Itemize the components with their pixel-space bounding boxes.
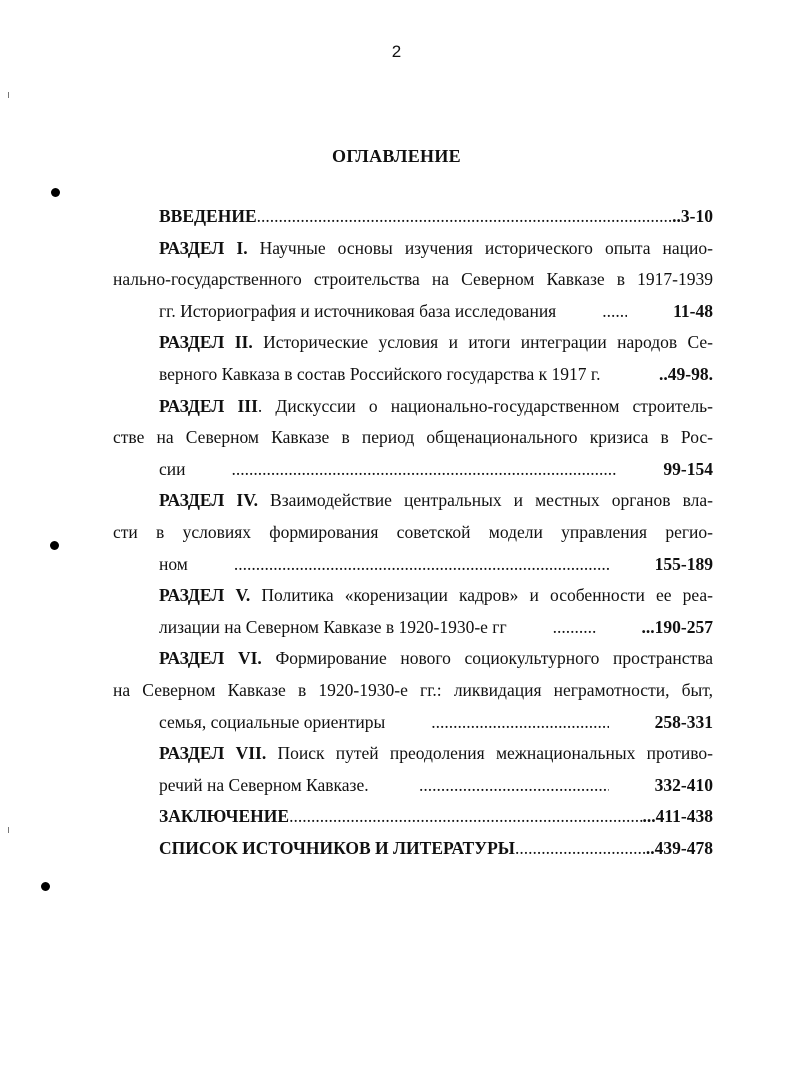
table-of-contents bbox=[113, 201, 713, 864]
entry-pages: 99-154 bbox=[663, 458, 713, 479]
binding-hole-mark bbox=[50, 541, 59, 550]
leader-dots bbox=[507, 612, 596, 644]
entry-pages: ...190-257 bbox=[641, 616, 713, 637]
leader-dots bbox=[385, 707, 608, 739]
toc-entry-section-3[interactable] bbox=[113, 391, 713, 486]
entry-label: РАЗДЕЛ III bbox=[159, 395, 258, 416]
entry-pages: ...411-438 bbox=[642, 806, 713, 827]
entry-label: РАЗДЕЛ VI. bbox=[159, 648, 262, 669]
entry-text: лизации на Северном Кавказе в 1920-1930-е гг bbox=[159, 616, 507, 637]
leader-dots bbox=[601, 359, 614, 391]
leader-dots bbox=[257, 201, 673, 233]
entry-text: Исторические условия и итоги интеграции народов Се- bbox=[252, 332, 713, 353]
toc-entry-section-1[interactable] bbox=[113, 233, 713, 328]
binding-hole-mark bbox=[41, 882, 50, 891]
entry-text: . Дискуссии о национально-государственном строитель- bbox=[257, 395, 713, 416]
entry-pages: 258-331 bbox=[654, 711, 713, 732]
binding-hole-mark bbox=[51, 188, 60, 197]
entry-text: Формирование нового социокультурного пространства bbox=[261, 648, 713, 669]
entry-label: РАЗДЕЛ I. bbox=[159, 237, 248, 258]
entry-label: ВВЕДЕНИЕ bbox=[159, 206, 257, 226]
toc-entry-bibliography[interactable] bbox=[113, 833, 713, 865]
entry-pages: 155-189 bbox=[654, 553, 713, 574]
entry-pages: 11-48 bbox=[673, 300, 713, 321]
scan-tick-mark bbox=[8, 92, 9, 98]
entry-label: РАЗДЕЛ VII. bbox=[159, 743, 267, 764]
entry-text: гг. Историография и источниковая база исследования bbox=[159, 300, 557, 321]
entry-text: на Северном Кавказе в 1920-1930-е гг.: ликвидация неграмотности, быт, bbox=[113, 679, 713, 700]
toc-entry-section-5[interactable] bbox=[113, 580, 713, 643]
toc-entry-conclusion[interactable] bbox=[113, 801, 713, 833]
scan-tick-mark bbox=[8, 827, 9, 833]
entry-label: РАЗДЕЛ V. bbox=[159, 585, 251, 606]
entry-label: ЗАКЛЮЧЕНИЕ bbox=[159, 806, 290, 827]
entry-text: семья, социальные ориентиры bbox=[159, 711, 386, 732]
toc-title: ОГЛАВЛЕНИЕ bbox=[332, 146, 461, 166]
leader-dots bbox=[373, 770, 609, 802]
entry-text: сти в условиях формирования советской модели управления регио- bbox=[113, 521, 713, 542]
entry-label: РАЗДЕЛ IV. bbox=[159, 490, 258, 511]
toc-entry-section-7[interactable] bbox=[113, 738, 713, 801]
page-number: 2 bbox=[391, 42, 402, 61]
entry-text: речий на Северном Кавказе. bbox=[159, 774, 373, 795]
entry-text: сии bbox=[159, 458, 186, 479]
entry-pages: ..439-478 bbox=[645, 837, 713, 858]
leader-dots bbox=[186, 454, 618, 486]
entry-label: РАЗДЕЛ II. bbox=[159, 332, 253, 353]
leader-dots bbox=[289, 801, 642, 833]
toc-entry-section-2[interactable] bbox=[113, 327, 713, 390]
toc-entry-section-4[interactable] bbox=[113, 485, 713, 580]
entry-text: нально-государственного строительства на Северном Кавказе в 1917-1939 bbox=[113, 269, 713, 290]
entry-text: стве на Северном Кавказе в период общенационального кризиса в Рос- bbox=[113, 427, 713, 448]
leader-dots bbox=[188, 549, 609, 581]
leader-dots bbox=[556, 296, 627, 328]
entry-text: верного Кавказа в состав Российского государства к 1917 г. bbox=[159, 363, 601, 384]
entry-pages: ..49-98. bbox=[659, 363, 713, 384]
entry-text: Взаимодействие центральных и местных органов вла- bbox=[257, 490, 713, 511]
leader-dots bbox=[515, 833, 646, 865]
toc-entry-introduction[interactable] bbox=[113, 201, 713, 233]
entry-text: ном bbox=[159, 553, 188, 574]
entry-text: Научные основы изучения исторического опыта нацио- bbox=[247, 237, 713, 258]
entry-label: СПИСОК ИСТОЧНИКОВ И ЛИТЕРАТУРЫ bbox=[159, 837, 515, 858]
entry-pages: 332-410 bbox=[654, 774, 713, 795]
entry-text: Политика «коренизации кадров» и особенности ее реа- bbox=[250, 585, 713, 606]
entry-text: Поиск путей преодоления межнациональных противо- bbox=[266, 743, 713, 764]
entry-pages: ..3-10 bbox=[672, 206, 713, 226]
toc-entry-section-6[interactable] bbox=[113, 643, 713, 738]
